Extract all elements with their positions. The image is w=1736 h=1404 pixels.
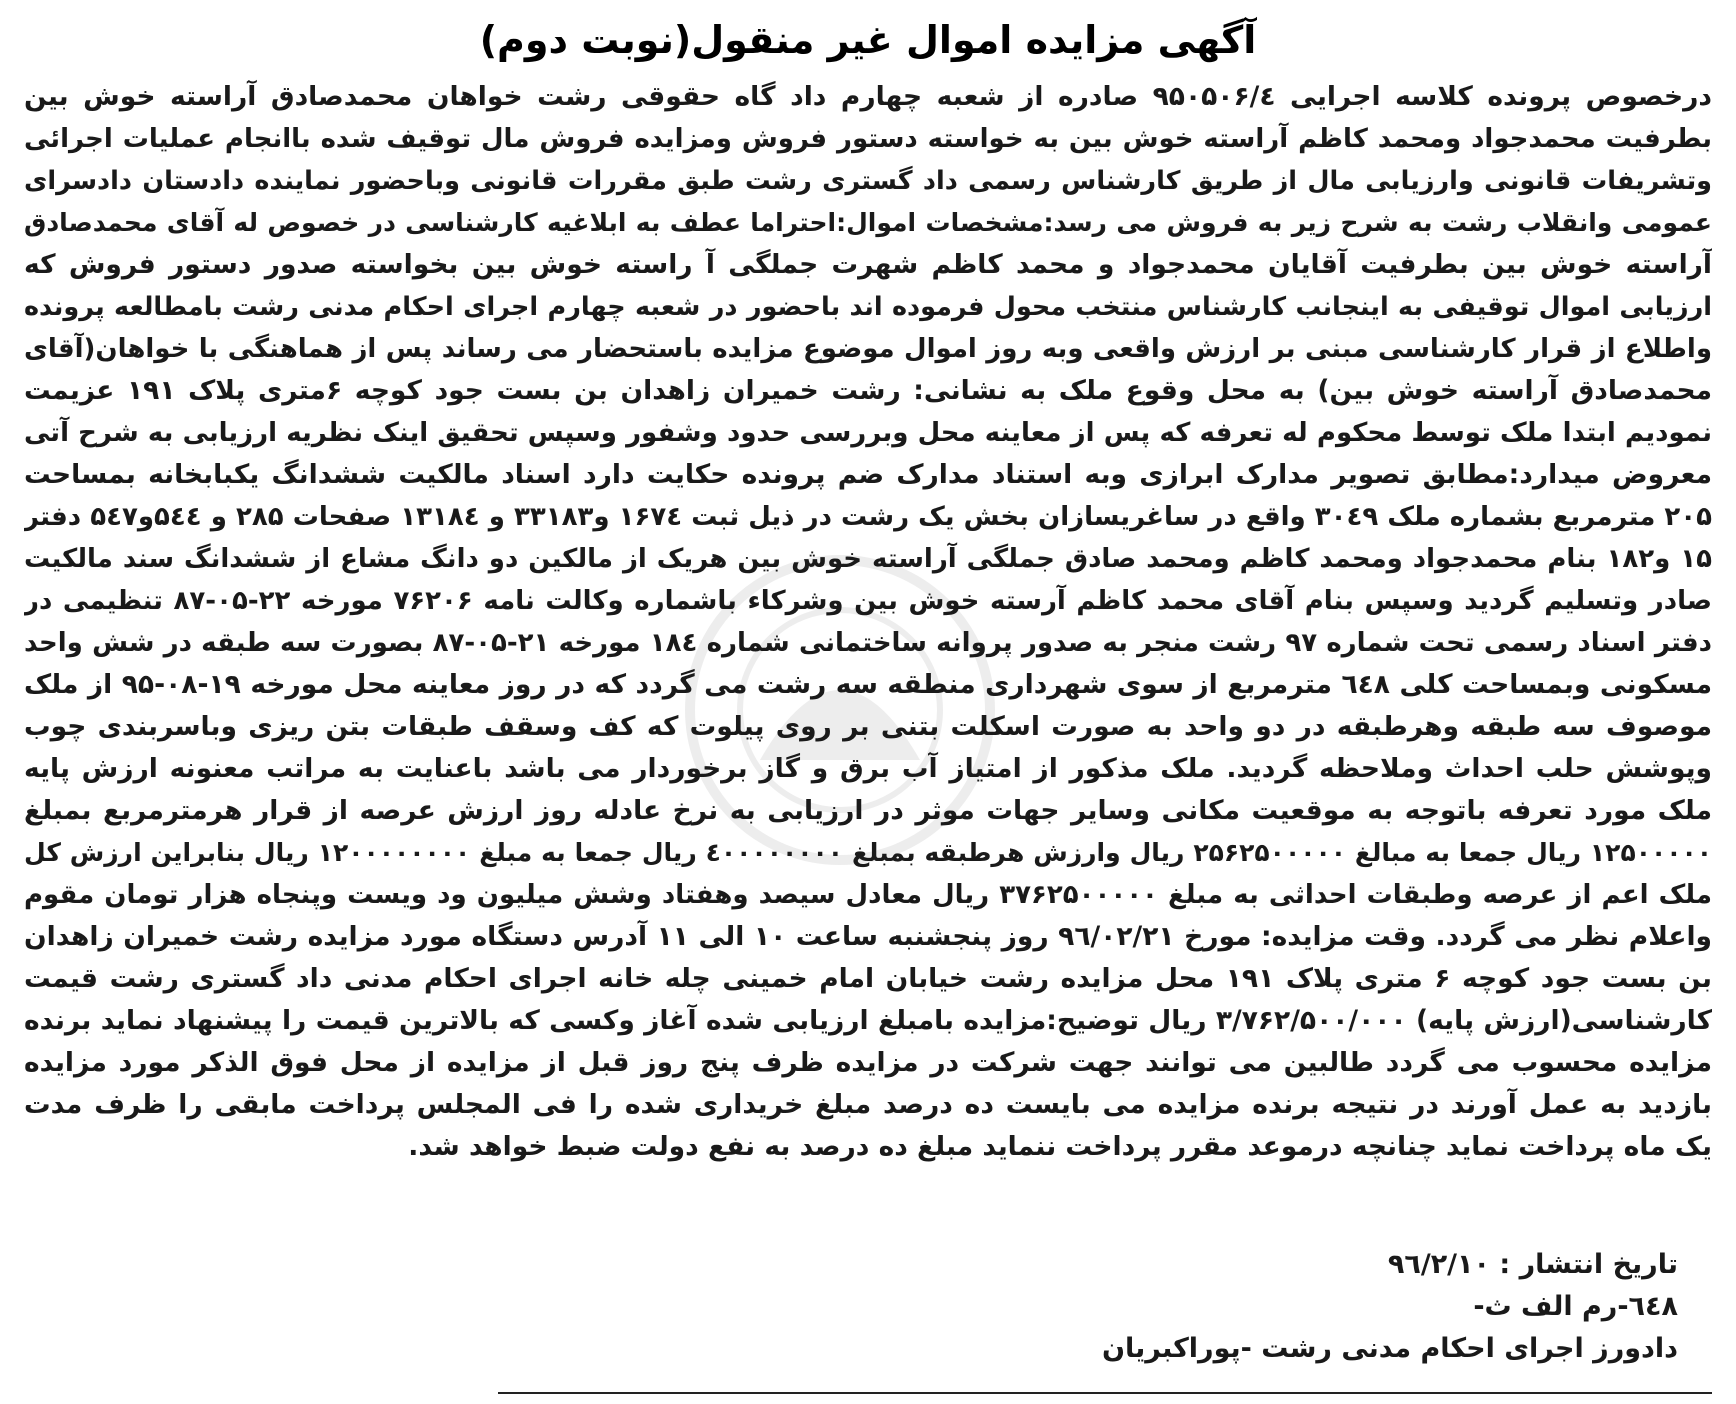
notice-line: دفتر اسناد رسمی تحت شماره ۹۷ رشت منجر به صدور پروانه ساختمانی شماره ۱۸٤ مورخه ۲۱-۰۵-۸۷ بصورت سه طبقه در شش واحد — [24, 628, 1712, 658]
notice-line: موصوف سه طبقه وهرطبقه در دو واحد به صورت اسکلت بتنی بر روی پیلوت که کف وسقف طبقات بتن ریزی وباسربندی چوب — [24, 711, 1712, 742]
notice-line: درخصوص پرونده کلاسه اجرایی ۹۵۰۵۰۶/٤ صادره از شعبه چهارم داد گاه حقوقی رشت خواهان محمدصادق آراسته خوش بین — [24, 81, 1712, 112]
notice-line: کارشناسی(ارزش پایه) ۳/۷۶۲/۵۰۰/۰۰۰ ریال توضیح:مزایده بامبلغ ارزیابی شده آغاز وکسی که بالاترین قیمت را پیشنهاد نماید برنده — [24, 1005, 1712, 1036]
publish-date: تاریخ انتشار : ۹٦/۲/۱۰ — [1387, 1249, 1678, 1280]
notice-line: عمومی وانقلاب رشت به شرح زیر به فروش می رسد:مشخصات اموال:احتراما عطف به ابلاغیه کارشناسی در خصوص له آقای محمدصادق — [24, 208, 1712, 237]
notice-line: وتشریفات قانونی وارزیابی مال از طریق کارشناس رسمی داد گستری رشت طبق مقررات قانونی وباحضور نماینده دادستان دادسرای — [24, 166, 1712, 196]
notice-line: صادر وتسلیم گردید وسپس بنام آقای محمد کاظم آرسته خوش بین وشرکاء باشماره وکالت نامه ۷۶۲۰۶ مورخه ۲۲-۰۵-۸۷ تنظیمی در — [24, 586, 1712, 616]
notice-body — [24, 76, 1712, 1168]
notice-line: ۲۰۵ مترمربع بشماره ملک ۳۰٤۹ واقع در ساغریسازان بخش یک رشت در ذیل ثبت ۱۶۷٤ و۳۳۱۸۳ و ۱۳۱۸٤ صفحات ۲۸۵ و ۵٤٤و۵٤۷ دفتر — [24, 502, 1712, 532]
signature: دادورز اجرای احکام مدنی رشت -پوراکبریان — [1101, 1333, 1678, 1364]
notice-line: ملک اعم از عرصه وطبقات احداثی به مبلغ ۳۷۶۲۵۰۰۰۰۰ ریال معادل سیصد وهفتاد وشش میلیون ود ویست وپنجاه هزار تومان مقوم — [24, 880, 1712, 910]
notice-line: یک ماه پرداخت نماید چنانچه درموعد مقرر پرداخت ننماید مبلغ ده درصد به نفع دولت ضبط خواهد شد. — [408, 1131, 1712, 1162]
notice-line: بطرفیت محمدجواد ومحمد کاظم آراسته خوش بین به خواسته دستور فروش ومزایده فروش مال توقیف شده باانجام عملیات اجرائی — [24, 124, 1712, 154]
notice-footer — [1102, 1244, 1678, 1370]
notice-line: مزایده محسوب می گردد طالبین می توانند جهت شرکت در مزایده ظرف پنج روز قبل از مزایده از محل فوق الذکر مورد مزایده — [24, 1047, 1712, 1078]
notice-line: آراسته خوش بین بطرفیت آقایان محمدجواد و محمد کاظم شهرت جملگی آ راسته خوش بین بخواسته صدور دستور فروش که — [24, 249, 1712, 280]
notice-line: بازدید به عمل آورند در نتیجه برنده مزایده می بایست ده درصد مبلغ خریداری شده را فی المجلس پرداخت مابقی را ظرف مدت — [24, 1089, 1712, 1120]
notice-line: بن بست جود کوچه ۶ متری پلاک ۱۹۱ محل مزایده رشت خیابان امام خمینی چله خانه اجرای احکام مدنی داد گستری رشت قیمت — [24, 963, 1712, 994]
notice-line: ارزیابی اموال توقیفی به اینجانب کارشناس منتخب محول فرموده اند باحضور در شعبه چهارم اجرای احکام مدنی رشت بامطالعه پرونده — [24, 292, 1712, 322]
notice-line: واعلام نظر می گردد. وقت مزایده: مورخ ۹٦/۰۲/۲۱ روز پنجشنبه ساعت ۱۰ الی ۱۱ آدرس دستگاه مورد مزایده رشت خمیران زاهدان — [24, 921, 1712, 952]
notice-line: محمدصادق آراسته خوش بین) به محل وقوع ملک به نشانی: رشت خمیران زاهدان بن بست جود کوچه ۶متری پلاک ۱۹۱ عزیمت — [24, 375, 1712, 406]
reference-code: ٦٤۸-رم الف ث- — [1473, 1291, 1678, 1322]
notice-line: ۱۵ و۱۸۲ بنام محمدجواد ومحمد کاظم ومحمد صادق جملگی آراسته خوش بین هریک از مالکین دو دانگ مشاع از ششدانگ سند مالکیت — [24, 544, 1712, 574]
notice-line: نمودیم ابتدا ملک توسط محکوم له تعرفه که پس از معاینه محل وبررسی حدود وشفور وسپس تحقیق اینک نظریه ارزیابی به شرح آتی — [24, 418, 1712, 448]
notice-line: وپوشش حلب احداث وملاحظه گردید. ملک مذکور از امتیاز آب برق و گاز برخوردار می باشد باعنایت به مراتب معنونه ارزش پایه — [24, 753, 1712, 784]
notice-line: معروض میدارد:مطابق تصویر مدارک ابرازی وبه استناد مدارک ضم پرونده حکایت دارد اسناد مالکیت ششدانگ یکبابخانه بمساحت — [24, 459, 1712, 490]
notice-line: ۱۲۵۰۰۰۰۰ ریال جمعا به مبالغ ۲۵۶۲۵۰۰۰۰۰ ریال وارزش هرطبقه بمبلغ ٤۰۰۰۰۰۰۰۰ ریال جمعا به مبلغ ۱۲۰۰۰۰۰۰۰۰ ریال بنابراین ارزش کل — [24, 838, 1712, 867]
bottom-divider — [498, 1392, 1712, 1394]
notice-line: ملک مورد تعرفه باتوجه به موقعیت مکانی وسایر جهات موثر در ارزیابی به نرخ عادله روز ارزش عرصه از قرار هرمترمربع بمبلغ — [24, 795, 1712, 826]
notice-title: آگهی مزایده اموال غیر منقول(نوبت دوم) — [479, 18, 1257, 62]
notice-line: مسکونی وبمساحت کلی ٦٤۸ مترمربع از سوی شهرداری منطقه سه رشت می گردد که در روز معاینه محل مورخه ۱۹-۰۸-۹۵ از ملک — [24, 669, 1712, 700]
notice-line: واطلاع از قرار کارشناسی مبنی بر ارزش واقعی وبه روز اموال موضوع مزایده باستحضار می رساند پس از هماهنگی با خواهان(آقای — [24, 334, 1712, 364]
